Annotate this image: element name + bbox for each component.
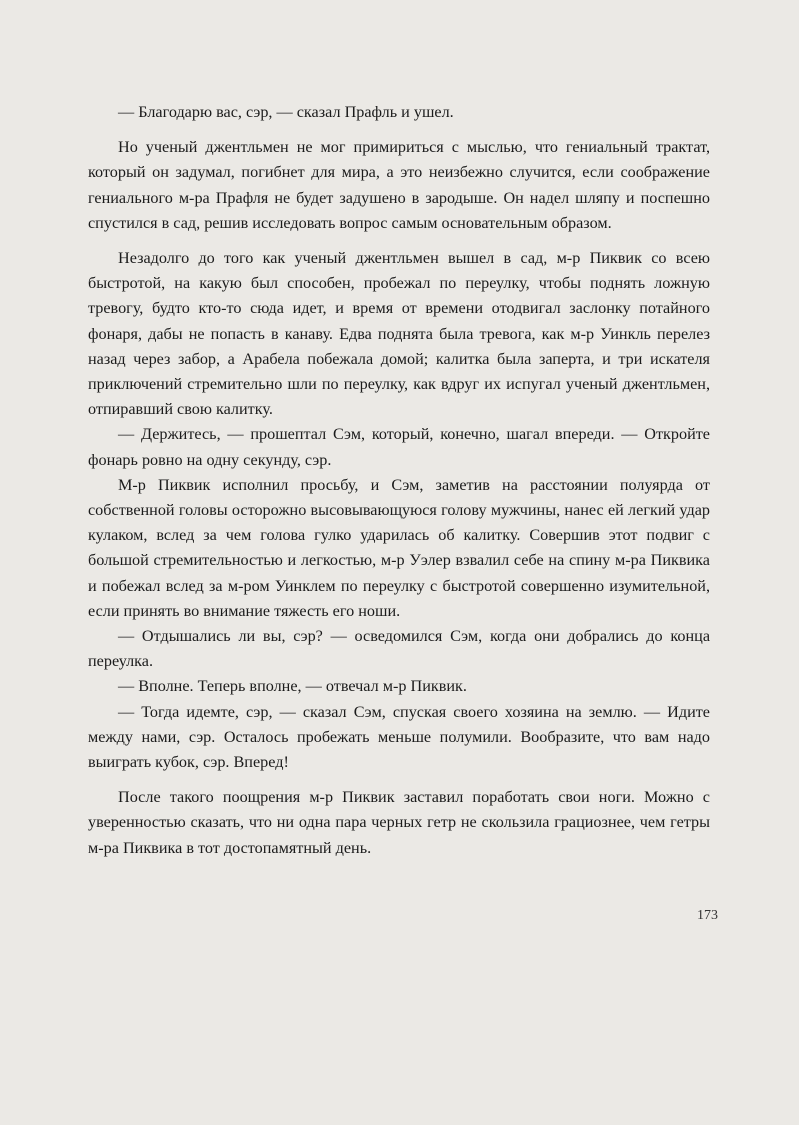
paragraph: После такого поощрения м-р Пиквик заставил поработать свои ноги. Можно с уверенностью сказать, что ни одна пара черных гетр не скользила грациознее, чем гетры м-ра Пиквика в тот достопамятный день.: [88, 788, 710, 857]
paragraph: Незадолго до того как ученый джентльмен вышел в сад, м-р Пиквик со всею быстротой, на какую был способен, пробежал по переулку, чтобы поднять ложную тревогу, будто кто-то сюда идет, и время от времени отодвигал заслонку потайного фонаря, дабы не попасть в канаву. Едва поднята была тревога, как м-р Уинкль перелез назад через забор, а Арабела побежала домой; калитка была заперта, и три искателя приключений стремительно шли по переулку, как вдруг их испугал ученый джентльмен, отпиравший свою калитку.: [88, 249, 710, 419]
paragraph: — Отдышались ли вы, сэр? — осведомился Сэм, когда они добрались до конца переулка.: [88, 627, 710, 671]
paragraph: — Вполне. Теперь вполне, — отвечал м-р Пиквик.: [118, 677, 467, 696]
paragraph: — Держитесь, — прошептал Сэм, который, конечно, шагал впереди. — Откройте фонарь ровно на одну секунду, сэр.: [88, 425, 710, 469]
paragraph: — Тогда идемте, сэр, — сказал Сэм, спуская своего хозяина на землю. — Идите между нами, сэр. Осталось пробежать меньше полумили. Вообразите, что вам надо выиграть кубок, сэр. Вперед!: [88, 702, 710, 772]
page-text: [88, 100, 710, 861]
paragraph: М-р Пиквик исполнил просьбу, и Сэм, заметив на расстоянии полуярда от собственной головы осторожно высовывающуюся голову мужчины, нанес ей легкий удар кулаком, вслед за чем голова гулко ударилась об калитку. Совершив этот подвиг с большой стремительностью и легкостью, м-р Уэлер взвалил себе на спину м-ра Пиквика и побежал вслед за м-ром Уинклем по переулку с быстротой совершенно изумительной, если принять во внимание тяжесть его ноши.: [88, 475, 710, 620]
paragraph: Но ученый джентльмен не мог примириться с мыслью, что гениальный трактат, который он задумал, погибнет для мира, а это неизбежно случится, если соображение гениального м-ра Прафля не будет задушено в зародыше. Он надел шляпу и поспешно спустился в сад, решив исследовать вопрос самым основательным образом.: [88, 138, 710, 232]
page-number: 173: [697, 908, 718, 923]
paragraph: — Благодарю вас, сэр, — сказал Прафль и ушел.: [118, 103, 454, 121]
